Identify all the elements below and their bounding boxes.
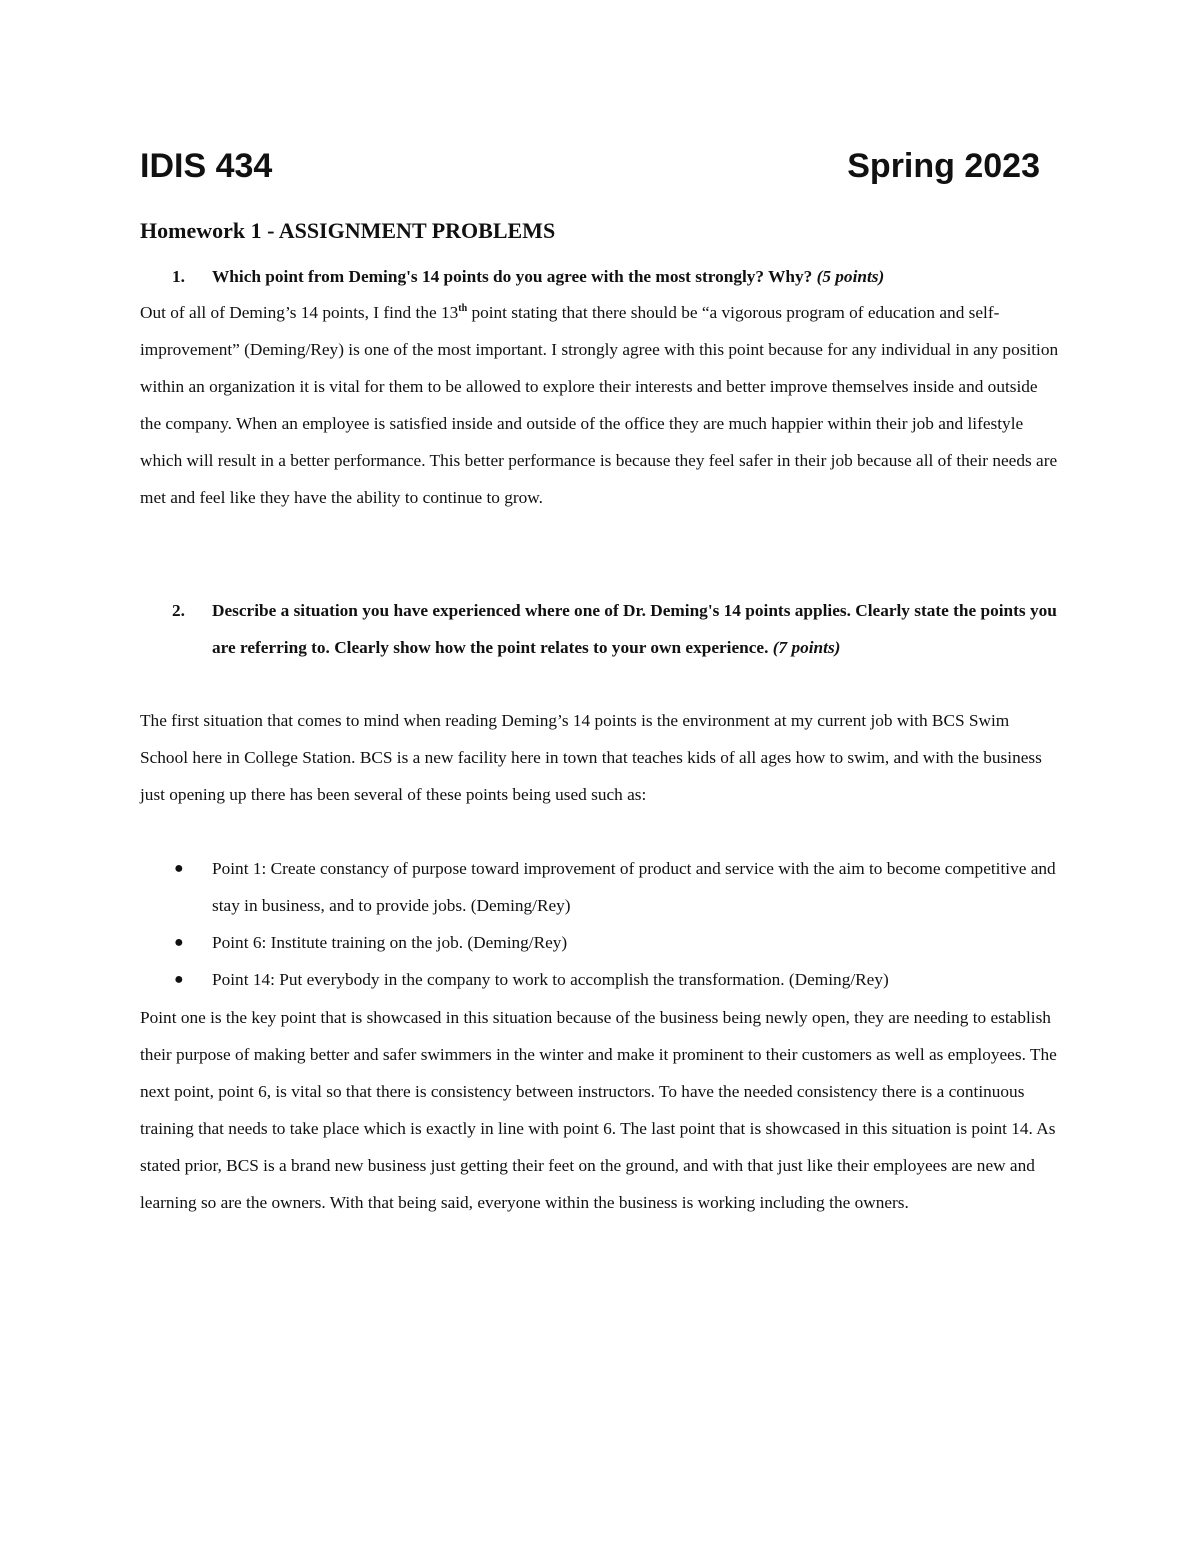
list-item-text: Point 1: Create constancy of purpose toward improvement of product and service with the aim to become competitive and stay in business, and to provide jobs. (Deming/Rey) xyxy=(212,859,1056,915)
list-item-text: Point 14: Put everybody in the company to work to accomplish the transformation. (Deming/Rey) xyxy=(212,970,889,989)
question-number: 1. xyxy=(172,267,185,286)
bullet-icon: ● xyxy=(174,971,184,988)
answer-1-start: Out of all of Deming’s 14 points, I find the 13 xyxy=(140,303,459,322)
answer-1-rest: point stating that there should be “a vigorous program of education and self-improvement” (Deming/Rey) is one of the most important. I strongly agree with this point because for any individual in any position within an organization it is vital for them to be allowed to explore their interests and better improve themselves inside and outside the company. When an employee is satisfied inside and outside of the office they are much happier within their job and lifestyle which will result in a better performance. This better performance is because they feel safer in their job because all of their needs are met and feel like they have the ability to continue to grow. xyxy=(140,303,1059,507)
question-prompt: Which point from Deming's 14 points do you agree with the most strongly? Why? xyxy=(212,267,817,286)
deming-points-list xyxy=(140,850,1060,998)
question-points: (5 points) xyxy=(816,267,885,286)
answer-2-intro: The first situation that comes to mind when reading Deming’s 14 points is the environment at my current job with BCS Swim School here in College Station. BCS is a new facility here in town that teaches kids of all ages how to swim, and with the business just opening up there has been several of these points being used such as: xyxy=(140,711,1042,804)
answer-2-body: Point one is the key point that is showcased in this situation because of the business being newly open, they are needing to establish their purpose of making better and safer swimmers in the winter and make it prominent to their customers as well as employees. The next point, point 6, is vital so that there is consistency between instructors. To have the needed consistency there is a continuous training that needs to take place which is exactly in line with point 6. The last point that is showcased in this situation is point 14. As stated prior, BCS is a brand new business just getting their feet on the ground, and with that just like their employees are new and learning so are the owners. With that being said, everyone within the business is working including the owners. xyxy=(140,1008,1057,1212)
bullet-icon: ● xyxy=(174,860,184,877)
term-label: Spring 2023 xyxy=(847,147,1040,185)
question-2 xyxy=(140,592,1060,666)
question-points: (7 points) xyxy=(772,638,841,657)
list-item-text: Point 6: Institute training on the job. (Deming/Rey) xyxy=(212,933,568,952)
answer-1 xyxy=(140,294,1060,516)
list-item xyxy=(140,961,1060,998)
question-text xyxy=(212,258,1060,295)
question-1 xyxy=(140,258,1060,295)
question-text xyxy=(212,592,1060,666)
bullet-icon: ● xyxy=(174,934,184,951)
course-code: IDIS 434 xyxy=(140,147,273,185)
question-prompt: Describe a situation you have experienced where one of Dr. Deming's 14 points applies. Clearly state the points you are referring to. Clearly show how the point relates to your own experience. xyxy=(212,601,1057,657)
ordinal-suffix: th xyxy=(458,303,468,315)
question-number: 2. xyxy=(172,601,185,620)
list-item xyxy=(140,924,1060,961)
course-header xyxy=(140,142,1040,190)
list-item xyxy=(140,850,1060,924)
homework-title: Homework 1 - ASSIGNMENT PROBLEMS xyxy=(140,218,556,243)
